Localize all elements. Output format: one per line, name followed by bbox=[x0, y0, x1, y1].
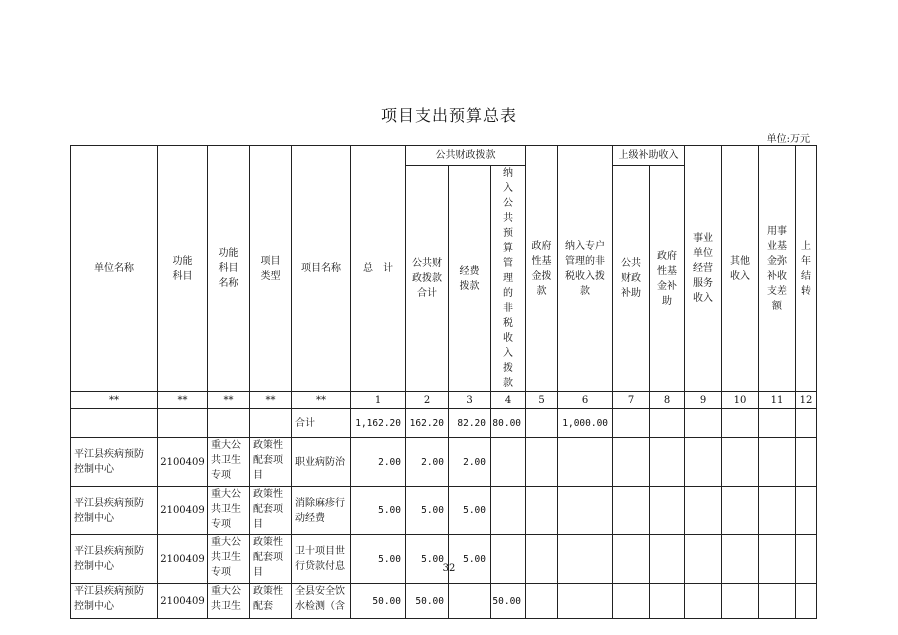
index-cell: ** bbox=[158, 392, 208, 409]
table-row bbox=[71, 535, 817, 584]
row-nontax bbox=[491, 487, 526, 535]
header-sup-gov-fund: 政府性基金补助 bbox=[650, 166, 685, 392]
header-func-name: 功能科目名称 bbox=[208, 146, 250, 392]
index-cell: 11 bbox=[759, 392, 796, 409]
header-special-nontax: 纳入专户管理的非税收入拨款 bbox=[558, 146, 613, 392]
index-cell: 2 bbox=[406, 392, 449, 409]
row-project-name: 卫十项目世行贷款付息 bbox=[292, 535, 351, 584]
header-carryover: 上年结转 bbox=[796, 146, 817, 392]
index-cell: 8 bbox=[650, 392, 685, 409]
row-total: 50.00 bbox=[351, 584, 406, 619]
index-cell: 1 bbox=[351, 392, 406, 409]
row-unit-name: 平江县疾病预防控制中心 bbox=[71, 438, 158, 487]
header-public-fiscal-total: 公共财政拨款合计 bbox=[406, 166, 449, 392]
header-unit-name: 单位名称 bbox=[71, 146, 158, 392]
total-row bbox=[71, 409, 817, 438]
header-func-code: 功能科目 bbox=[158, 146, 208, 392]
header-superior: 上级补助收入 bbox=[613, 146, 685, 166]
row-total: 5.00 bbox=[351, 535, 406, 584]
row-unit-name: 平江县疾病预防控制中心 bbox=[71, 584, 158, 619]
row-func-name: 重大公共卫生专项 bbox=[208, 535, 250, 584]
index-cell: 4 bbox=[491, 392, 526, 409]
row-total: 2.00 bbox=[351, 438, 406, 487]
page-number: 32 bbox=[442, 563, 456, 574]
row-func-name: 重大公共卫生专项 bbox=[208, 487, 250, 535]
row-project-type: 政策性配套项目 bbox=[250, 438, 292, 487]
row-func-name: 重大公共卫生 bbox=[208, 584, 250, 619]
index-cell: 12 bbox=[796, 392, 817, 409]
row-funding: 5.00 bbox=[449, 487, 491, 535]
header-sup-public: 公共财政补助 bbox=[613, 166, 650, 392]
page-title: 项目支出预算总表 bbox=[380, 106, 517, 125]
row-funding: 5.00 bbox=[449, 535, 491, 584]
row-funding: 2.00 bbox=[449, 438, 491, 487]
index-cell: ** bbox=[71, 392, 158, 409]
index-cell: 9 bbox=[685, 392, 722, 409]
table-row bbox=[71, 487, 817, 535]
index-cell: 5 bbox=[526, 392, 558, 409]
total-total: 1,162.20 bbox=[351, 409, 406, 438]
row-func-code: 2100409 bbox=[158, 487, 208, 535]
row-project-type: 政策性配套 bbox=[250, 584, 292, 619]
row-public-fiscal: 5.00 bbox=[406, 487, 449, 535]
index-row bbox=[71, 392, 817, 409]
table-row bbox=[71, 438, 817, 487]
total-nontax: 80.00 bbox=[491, 409, 526, 438]
index-cell: ** bbox=[208, 392, 250, 409]
header-funding: 经费拨款 bbox=[449, 166, 491, 392]
header-business-income: 事业单位经营服务收入 bbox=[685, 146, 722, 392]
row-unit-name: 平江县疾病预防控制中心 bbox=[71, 535, 158, 584]
index-cell: 7 bbox=[613, 392, 650, 409]
row-nontax bbox=[491, 438, 526, 487]
index-cell: ** bbox=[292, 392, 351, 409]
row-func-code: 2100409 bbox=[158, 535, 208, 584]
row-public-fiscal: 2.00 bbox=[406, 438, 449, 487]
total-funding: 82.20 bbox=[449, 409, 491, 438]
header-project-name: 项目名称 bbox=[292, 146, 351, 392]
row-nontax: 50.00 bbox=[491, 584, 526, 619]
row-unit-name: 平江县疾病预防控制中心 bbox=[71, 487, 158, 535]
header-gov-fund: 政府性基金拨款 bbox=[526, 146, 558, 392]
row-func-name: 重大公共卫生专项 bbox=[208, 438, 250, 487]
row-project-type: 政策性配套项目 bbox=[250, 535, 292, 584]
header-nontax: 纳入公共预算管理的非税收入拨款 bbox=[491, 166, 526, 392]
row-funding bbox=[449, 584, 491, 619]
index-cell: 3 bbox=[449, 392, 491, 409]
row-public-fiscal: 50.00 bbox=[406, 584, 449, 619]
index-cell: 10 bbox=[722, 392, 759, 409]
total-public-fiscal: 162.20 bbox=[406, 409, 449, 438]
row-func-code: 2100409 bbox=[158, 438, 208, 487]
header-public-fiscal: 公共财政拨款 bbox=[406, 146, 526, 166]
index-cell: 6 bbox=[558, 392, 613, 409]
row-project-type: 政策性配套项目 bbox=[250, 487, 292, 535]
row-total: 5.00 bbox=[351, 487, 406, 535]
budget-table bbox=[70, 145, 817, 619]
row-public-fiscal: 5.00 bbox=[406, 535, 449, 584]
row-project-name: 消除麻疹行动经费 bbox=[292, 487, 351, 535]
total-label: 合计 bbox=[292, 409, 351, 438]
header-project-type: 项目类型 bbox=[250, 146, 292, 392]
unit-label: 单位:万元 bbox=[766, 134, 810, 145]
row-func-code: 2100409 bbox=[158, 584, 208, 619]
header-other-income: 其他收入 bbox=[722, 146, 759, 392]
row-project-name: 职业病防治 bbox=[292, 438, 351, 487]
header-fund-offset: 用事业基金弥补收支差额 bbox=[759, 146, 796, 392]
row-nontax bbox=[491, 535, 526, 584]
header-total: 总 计 bbox=[351, 146, 406, 392]
total-special-nontax: 1,000.00 bbox=[558, 409, 613, 438]
row-project-name: 全县安全饮水检测（含 bbox=[292, 584, 351, 619]
index-cell: ** bbox=[250, 392, 292, 409]
table-row bbox=[71, 584, 817, 619]
